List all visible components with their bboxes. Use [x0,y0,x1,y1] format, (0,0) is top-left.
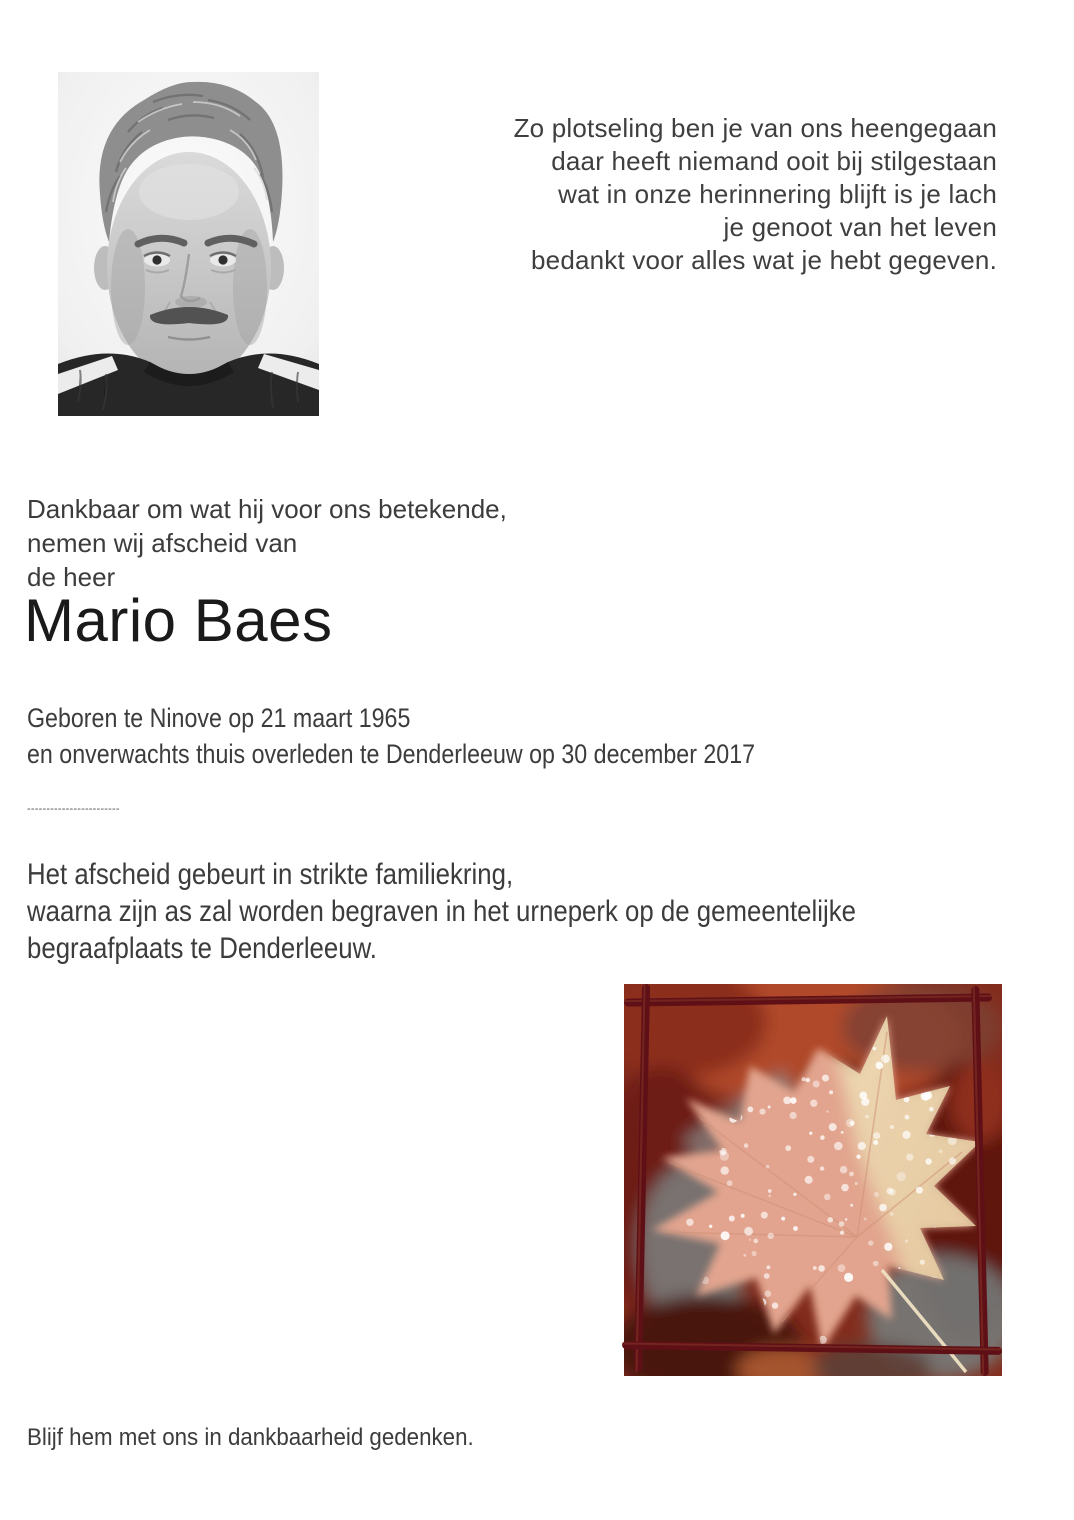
birth-death-text [27,700,755,772]
autumn-leaf-graphic [622,982,1004,1378]
deceased-name: Mario Baes [24,587,333,654]
dashed-divider: ------------------------ [27,803,120,815]
poem-line: bedankt voor alles wat je hebt gegeven. [531,245,997,275]
intro-text [27,492,507,594]
intro-line: Dankbaar om wat hij voor ons betekende, [27,494,507,524]
autumn-leaf-photo [622,982,1004,1378]
death-line: en onverwachts thuis overleden te Denderleeuw op 30 december 2017 [27,739,756,769]
portrait-photo [58,72,319,416]
memorial-poem [514,112,997,277]
portrait-photo-graphic [58,72,319,416]
poem-line: Zo plotseling ben je van ons heengegaan [513,113,997,143]
poem-line: daar heeft niemand ooit bij stilgestaan [551,146,997,176]
poem-line: wat in onze herinnering blijft is je lach [558,179,997,209]
farewell-text [27,856,856,967]
intro-line: de heer [27,562,116,592]
closing-line: Blijf hem met ons in dankbaarheid gedenken. [27,1424,474,1451]
farewell-line: Het afscheid gebeurt in strikte familiekring, [27,858,514,891]
intro-line: nemen wij afscheid van [27,528,298,558]
poem-line: je genoot van het leven [723,212,997,242]
birth-line: Geboren te Ninove op 21 maart 1965 [27,703,411,733]
farewell-line: begraafplaats te Denderleeuw. [27,932,377,965]
farewell-line: waarna zijn as zal worden begraven in het urneperk op de gemeentelijke [27,895,856,928]
